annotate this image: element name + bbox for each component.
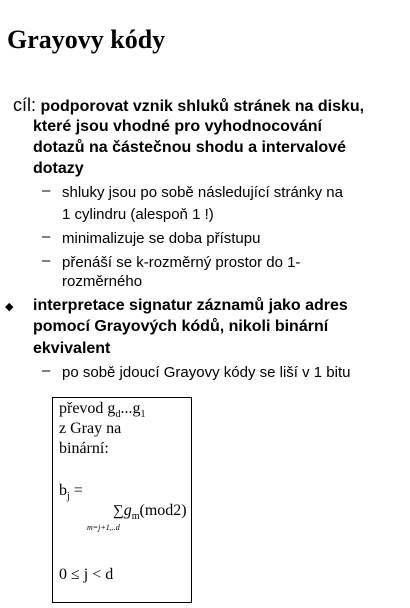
dash-3: – [42,252,51,269]
sum-symbol: ∑ [113,503,124,519]
goal-line-4: dotazy [33,160,84,177]
box-sub-d: d [115,409,121,421]
box-bj [59,481,83,507]
sub-item-1-line-1: shluky jsou po sobě následující stránky na [62,184,343,201]
dash-2: – [42,228,51,245]
sum-expression [113,501,187,527]
bullet-line-1: interpretace signatur záznamů jako adres [33,297,348,314]
goal-line-2: které jsou vhodné pro vyhodnocování [33,118,322,135]
sum-term: g [123,502,132,519]
goal-line-1 [13,95,364,117]
box-bj-sub: j [67,491,70,503]
goal-line-3: dotazů na částečnou shodu a intervalové [33,139,346,156]
bullet-line-2: pomocí Grayových kódů, nikoli binární [33,318,329,335]
page-title: Grayovy kódy [7,25,166,54]
box-line-1-mid: ...g [120,400,141,417]
box-line-3: binární: [59,440,109,457]
dash-1: – [42,182,51,199]
dash-4: – [42,362,51,379]
sum-range: m=j+1,..d [87,523,120,532]
formula-box [52,397,192,603]
bullet-line-3: ekvivalent [33,340,111,357]
sum-mod: (mod2) [139,502,187,519]
box-bj-b: b [59,482,67,499]
sub-item-3-line-2: rozměrného [62,273,143,290]
box-constraint: 0 ≤ j < d [59,566,114,583]
box-line-2: z Gray na [59,420,122,437]
goal-text-1: podporovat vznik shluků stránek na disku, [40,98,365,115]
bullet-sub-text: po sobě jdoucí Grayovy kódy se liší v 1 bitu [62,364,351,381]
box-line-1-text: převod g [59,400,116,417]
sub-item-1-line-2: 1 cylindru (alespoň 1 !) [62,206,214,223]
goal-label: cíl: [13,95,37,115]
box-sub-1: 1 [140,409,146,421]
sub-item-2-line-1: minimalizuje se doba přístupu [62,230,261,247]
diamond-bullet-icon: ◆ [5,301,14,313]
sub-item-3-line-1: přenáší se k-rozměrný prostor do 1- [62,254,301,271]
box-bj-eq: = [69,482,83,499]
sum-term-sub: m [131,511,140,523]
